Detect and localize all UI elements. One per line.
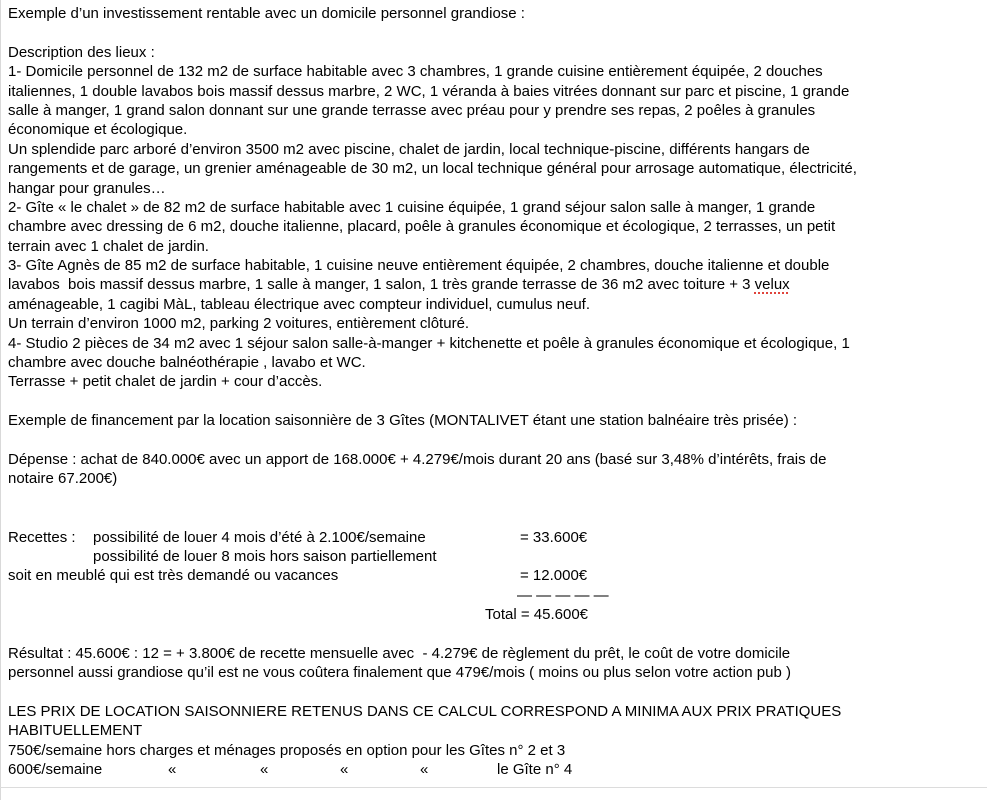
- blank-line: [8, 431, 983, 450]
- text-line: chambre avec dressing de 6 m2, douche italienne, placard, poêle à granules économique et écologique, 2 terrasses, un petit: [8, 218, 836, 236]
- text-segment: lavabos bois massif dessus marbre, 1 salle à manger, 1 salon, 1 très grande terrasse de 36 m2 avec toiture + 3: [8, 276, 755, 294]
- ditto-mark: «: [168, 761, 177, 779]
- description-heading: Description des lieux :: [8, 43, 155, 61]
- depense-line: notaire 67.200€): [8, 470, 118, 488]
- ditto-mark: «: [260, 761, 269, 779]
- resultat-line: personnel aussi grandiose qu’il est ne vous coûtera finalement que 479€/mois ( moins ou plus selon votre action pub ): [8, 664, 791, 682]
- blank-line: [8, 508, 983, 527]
- prix-caps-line: LES PRIX DE LOCATION SAISONNIERE RETENUS DANS CE CALCUL CORRESPOND A MINIMA AUX PRIX PRATIQUES: [8, 703, 842, 721]
- ditto-mark: «: [340, 761, 349, 779]
- prix-line4-price: 600€/semaine: [8, 761, 103, 779]
- recettes-row2-text: possibilité de louer 8 mois hors saison partiellement: [93, 547, 437, 565]
- text-line: terrain avec 1 chalet de jardin.: [8, 237, 209, 255]
- prix-line: 750€/semaine hors charges et ménages proposés en option pour les Gîtes n° 2 et 3: [8, 741, 566, 759]
- left-edge-rule: [0, 0, 1, 800]
- text-line: italiennes, 1 double lavabos bois massif dessus marbre, 2 WC, 1 véranda à baies vitrées donnant sur parc et piscine, 1 grande: [8, 82, 850, 100]
- ditto-mark: «: [420, 761, 429, 779]
- text-line: rangements et de garage, un grenier aménageable de 30 m2, un local technique général pour arrosage automatique, électricité,: [8, 160, 857, 178]
- text-line: chambre avec douche balnéothérapie , lavabo et WC.: [8, 354, 366, 372]
- text-line: Un splendide parc arboré d’environ 3500 m2 avec piscine, chalet de jardin, local technique-piscine, différents hangars de: [8, 140, 810, 158]
- text-line: économique et écologique.: [8, 121, 188, 139]
- resultat-line: Résultat : 45.600€ : 12 = + 3.800€ de recette mensuelle avec - 4.279€ de règlement du prêt, le coût de votre domicile: [8, 644, 791, 662]
- dash-separator: — — — — —: [517, 586, 609, 604]
- prix-caps-line: HABITUELLEMENT: [8, 722, 143, 740]
- text-line: 4- Studio 2 pièces de 34 m2 avec 1 séjour salon salle-à-manger + kitchenette et poêle à granules économique et écologique, 1: [8, 334, 850, 352]
- financement-line: Exemple de financement par la location saisonnière de 3 Gîtes (MONTALIVET étant une station balnéaire très prisée) :: [8, 412, 798, 430]
- blank-line: [8, 625, 983, 644]
- text-line: hangar pour granules…: [8, 179, 166, 197]
- recettes-total: Total = 45.600€: [485, 606, 589, 624]
- recettes-row3-amount: = 12.000€: [520, 567, 588, 585]
- recettes-row3-text: soit en meublé qui est très demandé ou vacances: [8, 567, 339, 585]
- blank-line: [8, 683, 983, 702]
- recettes-row: [8, 566, 983, 585]
- recettes-row: [8, 528, 983, 547]
- recettes-row1-text: possibilité de louer 4 mois d’été à 2.100€/semaine: [93, 528, 426, 546]
- bottom-rule-line: [0, 787, 987, 788]
- prix-ditto-line: [8, 760, 983, 779]
- text-line-with-misspell: [8, 275, 983, 294]
- text-line: salle à manger, 1 grand salon donnant sur une grande terrasse avec préau pour y prendre ses repas, 2 poêles à granules: [8, 101, 816, 119]
- blank-line: [8, 23, 983, 42]
- recettes-row: [8, 547, 983, 566]
- text-line: aménageable, 1 cagibi MàL, tableau électrique avec compteur individuel, cumulus neuf.: [8, 295, 591, 313]
- blank-line: [8, 489, 983, 508]
- prix-line4-suffix: le Gîte n° 4: [497, 761, 573, 779]
- recettes-total-row: [8, 605, 983, 624]
- intro-line: Exemple d’un investissement rentable avec un domicile personnel grandiose :: [8, 5, 525, 22]
- text-line: Terrasse + petit chalet de jardin + cour d’accès.: [8, 373, 323, 391]
- text-line: 3- Gîte Agnès de 85 m2 de surface habitable, 1 cuisine neuve entièrement équipée, 2 chambres, douche italienne et double: [8, 257, 830, 275]
- blank-line: [8, 392, 983, 411]
- misspelled-word: velux: [754, 276, 790, 294]
- depense-line: Dépense : achat de 840.000€ avec un apport de 168.000€ + 4.279€/mois durant 20 ans (basé sur 3,48% d’intérêts, frais de: [8, 450, 827, 468]
- recettes-label: Recettes :: [8, 528, 76, 546]
- text-line: Un terrain d’environ 1000 m2, parking 2 voitures, entièrement clôturé.: [8, 315, 470, 333]
- text-line: 2- Gîte « le chalet » de 82 m2 de surface habitable avec 1 cuisine équipée, 1 grand séjour salon salle à manger, 1 grande: [8, 198, 816, 216]
- document-text-area: [8, 4, 983, 780]
- recettes-row1-amount: = 33.600€: [520, 528, 588, 546]
- recettes-separator: [8, 586, 983, 605]
- text-line: 1- Domicile personnel de 132 m2 de surface habitable avec 3 chambres, 1 grande cuisine entièrement équipée, 2 douches: [8, 63, 823, 81]
